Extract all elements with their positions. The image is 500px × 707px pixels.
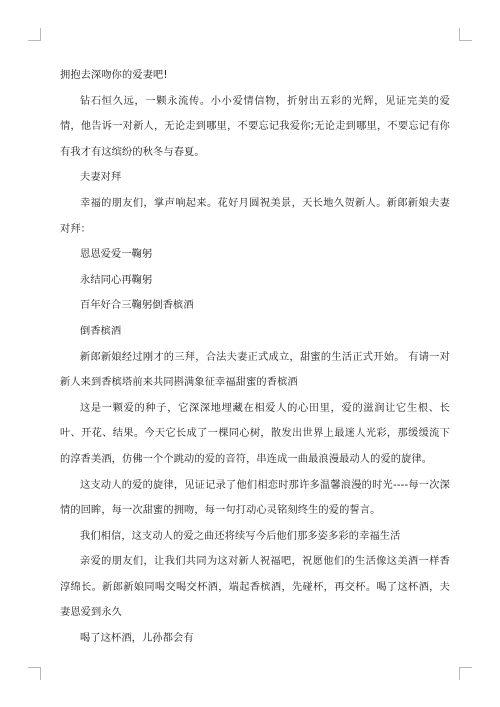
crop-mark-bottom-right (459, 667, 472, 680)
heading-pour-champagne: 倒香槟酒 (80, 325, 122, 337)
paragraph-applause: 幸福的朋友们，掌声响起来。花好月圆祝美景，天长地久贺新人。新郎新娘夫妻对拜： (60, 197, 450, 235)
paragraph-we-believe: 我们相信，这支动人的爱之曲还将续写今后他们那多姿多彩的幸福生活 (80, 530, 401, 542)
paragraph-toast: 亲爱的朋友们，让我们共同为这对新人祝福吧，祝愿他们的生活像这美酒一样香淳绵长。新郎新娘同喝交喝交杯酒，端起香槟酒，先碰杯，再交杯。喝了这杯酒，夫妻恩爱到永久 (60, 556, 450, 619)
paragraph-marriage-established: 新郎新娘经过刚才的三拜，合法夫妻正式成立，甜蜜的生活正式开始。 有请一对新人来到香槟塔前来共同斟满象征幸福甜蜜的香槟酒 (60, 351, 450, 389)
paragraph-closing: 喝了这杯酒，儿孙都会有 (80, 633, 194, 645)
line-first-bow: 恩恩爱爱一鞠躬 (80, 249, 153, 261)
heading-couple-bow: 夫妻对拜 (80, 172, 122, 184)
paragraph-seed-of-love: 这是一颗爱的种子，它深深地埋藏在相爱人的心田里，爱的滋润让它生根、长叶、开花、结果。今天它长成了一棵同心树，散发出世界上最迷人光彩，那缓缓流下的淳香美酒，仿佛一个个跳动的爱的音符，串连成一曲最浪漫最动人的爱的旋律。 (60, 402, 450, 465)
line-second-bow: 永结同心再鞠躬 (80, 274, 153, 286)
paragraph-diamond: 钻石恒久远，一颗永流传。小小爱情信物，折射出五彩的光辉，见证完美的爱情，他告诉一对新人，无论走到哪里，不要忘记我爱你;无论走到哪里，不要忘记有你有我才有这缤纷的秋冬与春夏。 (60, 95, 450, 158)
paragraph-opening: 拥抱去深吻你的爱妻吧! (60, 70, 168, 81)
crop-mark-top-right (459, 28, 472, 41)
crop-mark-bottom-left (28, 667, 41, 680)
paragraph-melody: 这支动人的爱的旋律，见证记录了他们相恋时那许多温馨浪漫的时光----每一次深情的回眸，每一次甜蜜的拥吻，每一句打动心灵铭刻终生的爱的誓言。 (60, 479, 450, 517)
crop-mark-top-left (28, 28, 41, 41)
line-third-bow: 百年好合三鞠躬倒香槟酒 (80, 300, 194, 312)
document-page (60, 63, 450, 652)
